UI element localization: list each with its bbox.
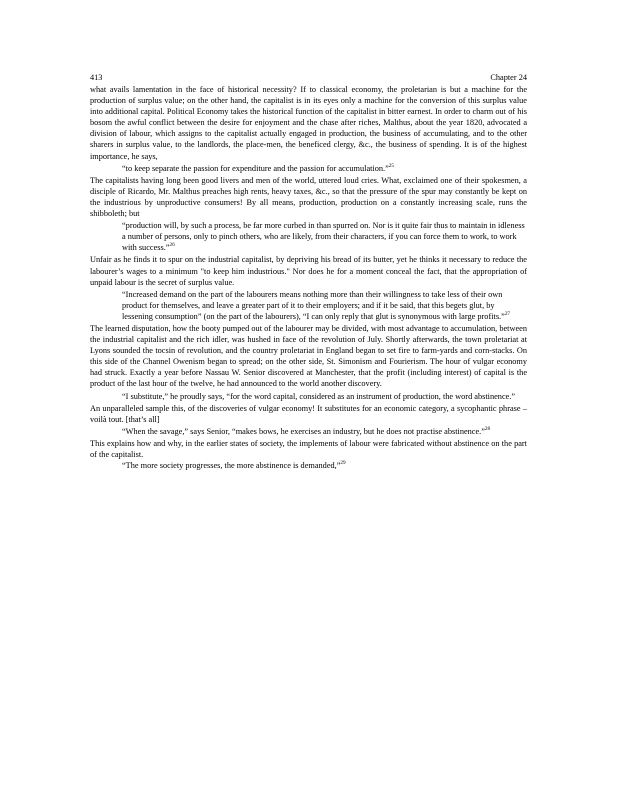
block-quote: “to keep separate the passion for expenditure and the passion for accumulation.”$^{25}$ bbox=[122, 162, 394, 173]
block-quote: “production will, by such a process, be far more curbed in than spurred on. Nor is it quite fair thus to maintain in idleness a number of persons, only to pinch others, who are likely, from their characters, if you can force them to work, to work with success.”$^{26}$ bbox=[122, 221, 525, 253]
paragraph: The learned disputation, how the booty pumped out of the labourer may be divided, with most advantage to accumulation, between the industrial capitalist and the rich idler, was hushed in face of the revolution of July. Shortly afterwards, the town proletariat at Lyons sounded the tocsin of revolution, and the country proletariat in England began to set fire to farm-yards and corn-stacks. On this side of the Channel Owenism began to spread; on the other side, St. Simonism and Fourierism. The hour of vulgar economy had struck. Exactly a year before Nassau W. Senior discovered at Manchester, that the profit (including interest) of capital is the product of the last hour of the twelve, he had announced to the world another discovery. bbox=[90, 323, 527, 389]
block-quote: “When the savage,” says Senior, “makes bows, he exercises an industry, but he does not practise abstinence.”$^{28}$ bbox=[122, 426, 491, 436]
block-quote: “The more society progresses, the more abstinence is demanded,”$^{29}$ bbox=[122, 460, 346, 471]
footnote-marker[interactable]: 28 bbox=[484, 426, 491, 433]
footnote-marker[interactable]: 26 bbox=[169, 242, 175, 249]
block-quote: “I substitute,” he proudly says, “for the word capital, considered as an instrument of production, the word abstinence.” bbox=[122, 391, 516, 401]
block-quote: “Increased demand on the part of the labourers means nothing more than their willingness to take less of their own product for themselves, and leave a greater part of it to their employers; and if it be said, that this begets glut, by lessening consumption” (on the part of the labourers), “I can only reply that glut is synonymous with large profits.”$^{27}$ bbox=[122, 289, 510, 321]
chapter-label: Chapter 24 bbox=[490, 73, 527, 82]
page bbox=[90, 72, 527, 471]
footnote-marker[interactable]: 25 bbox=[388, 162, 394, 169]
footnote-marker[interactable]: 29 bbox=[340, 460, 346, 467]
paragraph: This explains how and why, in the earlier states of society, the implements of labour were fabricated without abstinence on the part of the capitalist. bbox=[90, 438, 527, 459]
paragraph: The capitalists having long been good livers and men of the world, uttered loud cries. What, exclaimed one of their spokesmen, a disciple of Ricardo, Mr. Malthus preaches high rents, heavy taxes, &c., so that the pressure of the spur may constantly be kept on the industrious by unproductive consumers! By all means, production, production on a constantly increasing scale, runs the shibboleth; but bbox=[90, 175, 527, 219]
paragraph: An unparalleled sample this, of the discoveries of vulgar economy! It substitutes for an economic category, a sycophantic phrase – voilà tout. [that’s all] bbox=[90, 403, 527, 424]
page-header bbox=[90, 72, 527, 84]
page-number: 413 bbox=[90, 73, 103, 82]
footnote-marker[interactable]: 27 bbox=[504, 311, 510, 318]
paragraph: what avails lamentation in the face of historical necessity? If to classical economy, the proletarian is but a machine for the production of surplus value; on the other hand, the capitalist is in its eyes only a machine for the conversion of this surplus value into additional capital. Political Economy takes the historical function of the capitalist in bitter earnest. In order to charm out of his bosom the awful conflict between the desire for enjoyment and the chase after riches, Malthus, about the year 1820, advocated a division of labour, which assigns to the capitalist actually engaged in production, the business of accumulating, and to the other sharers in surplus value, to the landlords, the place-men, the beneficed clergy, &c., the business of spending. It is of the highest importance, he says, bbox=[90, 85, 527, 161]
paragraph: Unfair as he finds it to spur on the industrial capitalist, by depriving his bread of its butter, yet he thinks it necessary to reduce the labourer’s wages to a minimum "to keep him industrious." Nor does he for a moment conceal the fact, that the appropriation of unpaid labour is the secret of surplus value. bbox=[90, 255, 527, 287]
